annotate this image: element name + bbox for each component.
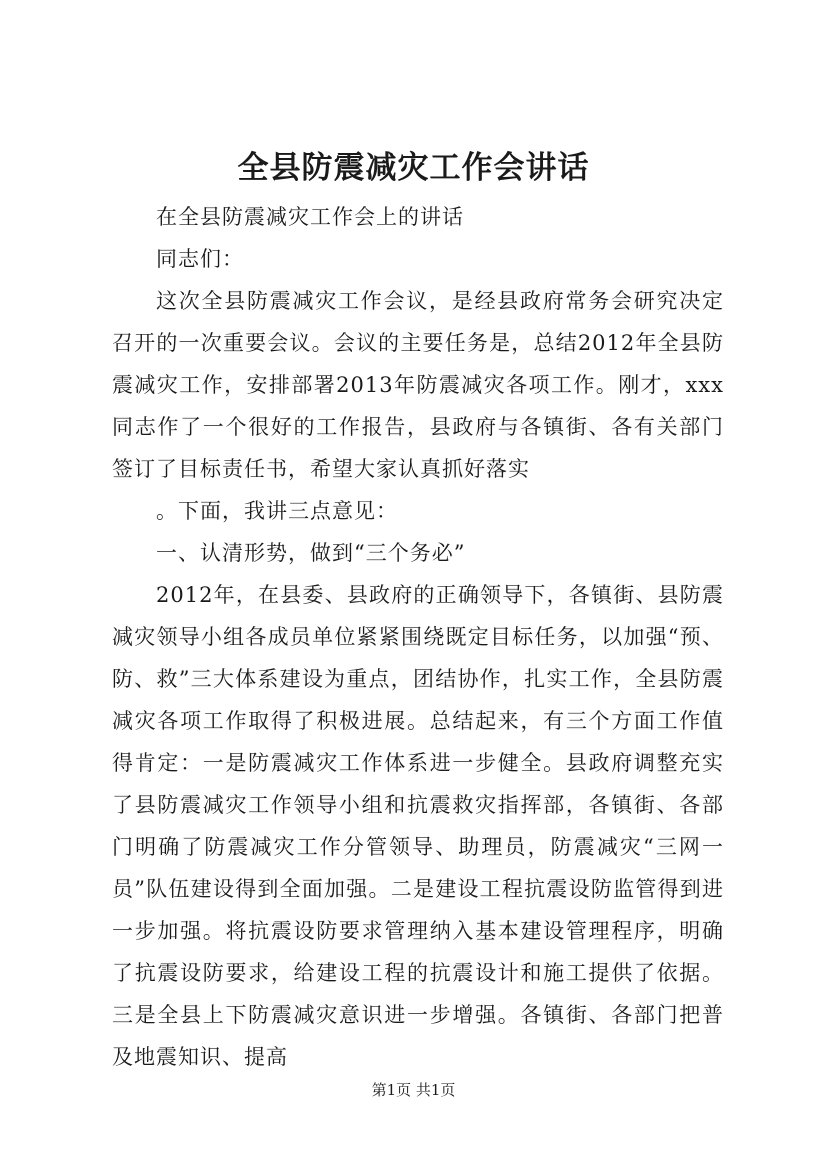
section-heading-1: 一、认清形势，做到“三个务必” bbox=[156, 541, 466, 565]
paragraph-intro: 这次全县防震减灾工作会议，是经县政府常务会研究决定召开的一次重要会议。会议的主要任务是，总结2012年全县防震减灾工作，安排部署2013年防震减灾各项工作。刚才，xxx同志作了一个很好的工作报告，县政府与各镇街、各有关部门签订了目标责任书，希望大家认真抓好落实 bbox=[112, 289, 724, 481]
speech-subtitle: 在全县防震减灾工作会上的讲话 bbox=[156, 205, 464, 229]
document-title: 全县防震减灾工作会讲话 bbox=[237, 150, 590, 186]
paragraph-section-1: 2012年，在县委、县政府的正确领导下，各镇街、县防震减灾领导小组各成员单位紧紧围绕既定目标任务，以加强“预、防、救”三大体系建设为重点，团结协作，扎实工作，全县防震减灾各项工作取得了积极进展。总结起来，有三个方面工作值得肯定：一是防震减灾工作体系进一步健全。县政府调整充实了县防震减灾工作领导小组和抗震救灾指挥部，各镇街、各部门明确了防震减灾工作分管领导、助理员，防震减灾“三网一员”队伍建设得到全面加强。二是建设工程抗震设防监管得到进一步加强。将抗震设防要求管理纳入基本建设管理程序，明确了抗震设防要求，给建设工程的抗震设计和施工提供了依据。三是全县上下防震减灾意识进一步增强。各镇街、各部门把普及地震知识、提高 bbox=[112, 583, 724, 1069]
document-body bbox=[112, 196, 724, 1078]
salutation: 同志们： bbox=[156, 247, 244, 271]
page-number-footer: 第1页 共1页 bbox=[371, 1081, 456, 1099]
paragraph-transition: 。下面，我讲三点意见： bbox=[156, 499, 398, 523]
